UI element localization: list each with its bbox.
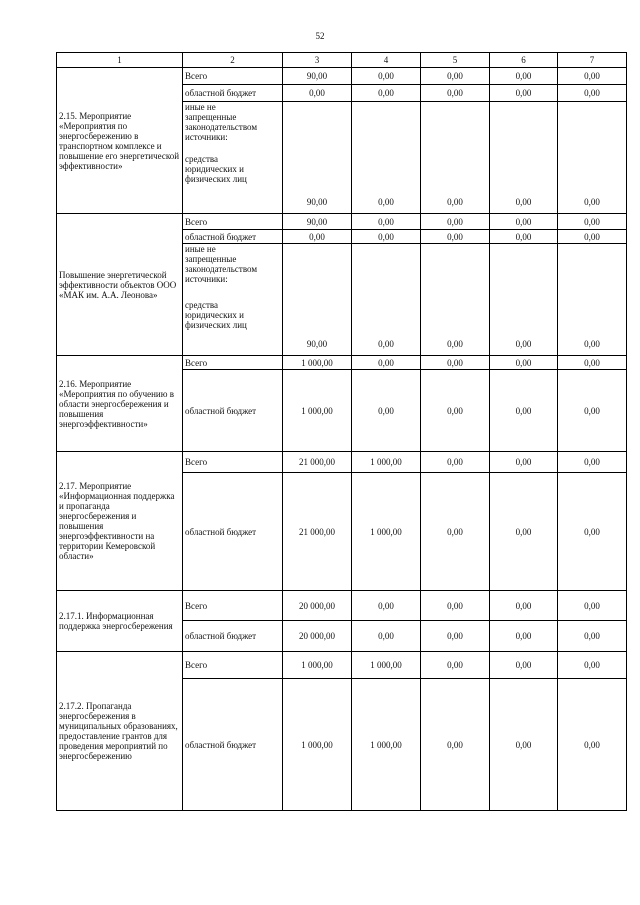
value-cell: 90,00 xyxy=(283,102,352,214)
value-cell: 0,00 xyxy=(352,244,421,356)
legal-persons-label: средства юридических и физических лиц xyxy=(185,300,247,330)
value-cell: 1 000,00 xyxy=(283,370,352,452)
source-cell: областной бюджет xyxy=(183,473,283,591)
value-cell: 1 000,00 xyxy=(352,452,421,473)
value-cell: 0,00 xyxy=(558,591,627,621)
col-header: 1 xyxy=(57,53,183,68)
legal-persons-label: средства юридических и физических лиц xyxy=(185,154,247,184)
activity-cell: 2.15. Мероприятие «Мероприятия по энергосбережению в транспортном комплексе и повышение его энергетической эффективности» xyxy=(57,68,183,214)
value-cell: 0,00 xyxy=(421,244,490,356)
value-cell: 0,00 xyxy=(490,244,558,356)
value-cell: 0,00 xyxy=(490,356,558,370)
source-cell: областной бюджет xyxy=(183,230,283,244)
value-cell: 1 000,00 xyxy=(352,679,421,811)
source-cell: областной бюджет xyxy=(183,679,283,811)
header-row xyxy=(57,53,627,68)
col-header: 2 xyxy=(183,53,283,68)
other-sources-label: иные не запрещенные законодательством источники: xyxy=(185,102,258,142)
value-cell: 0,00 xyxy=(352,68,421,85)
value-cell: 0,00 xyxy=(421,452,490,473)
value-cell: 21 000,00 xyxy=(283,473,352,591)
value-cell: 0,00 xyxy=(490,473,558,591)
source-cell: Всего xyxy=(183,214,283,230)
value-cell: 90,00 xyxy=(283,68,352,85)
value-cell: 0,00 xyxy=(283,230,352,244)
value-cell: 0,00 xyxy=(352,230,421,244)
funding-table xyxy=(56,52,627,811)
value-cell: 0,00 xyxy=(490,102,558,214)
activity-cell: Повышение энергетической эффективности объектов ООО «МАК им. А.А. Леонова» xyxy=(57,214,183,356)
source-cell: Всего xyxy=(183,68,283,85)
value-cell: 0,00 xyxy=(558,230,627,244)
value-cell: 20 000,00 xyxy=(283,621,352,652)
source-cell: Всего xyxy=(183,356,283,370)
value-cell: 0,00 xyxy=(558,452,627,473)
source-cell: Всего xyxy=(183,452,283,473)
value-cell: 0,00 xyxy=(558,356,627,370)
col-header: 3 xyxy=(283,53,352,68)
source-cell xyxy=(183,102,283,214)
source-cell: Всего xyxy=(183,652,283,679)
value-cell: 0,00 xyxy=(490,85,558,102)
value-cell: 0,00 xyxy=(421,591,490,621)
value-cell: 90,00 xyxy=(283,244,352,356)
value-cell: 20 000,00 xyxy=(283,591,352,621)
value-cell: 0,00 xyxy=(558,244,627,356)
value-cell: 0,00 xyxy=(421,102,490,214)
value-cell: 0,00 xyxy=(490,370,558,452)
value-cell: 0,00 xyxy=(283,85,352,102)
value-cell: 0,00 xyxy=(558,473,627,591)
value-cell: 0,00 xyxy=(421,85,490,102)
activity-cell: 2.17. Мероприятие «Информационная поддержка и пропаганда энергосбережения и повышения энергоэффективности на территории Кемеровской области» xyxy=(57,452,183,591)
value-cell: 1 000,00 xyxy=(283,679,352,811)
value-cell: 0,00 xyxy=(558,679,627,811)
value-cell: 0,00 xyxy=(490,591,558,621)
source-cell: Всего xyxy=(183,591,283,621)
value-cell: 0,00 xyxy=(352,356,421,370)
value-cell: 0,00 xyxy=(558,85,627,102)
value-cell: 90,00 xyxy=(283,214,352,230)
value-cell: 0,00 xyxy=(421,68,490,85)
value-cell: 0,00 xyxy=(352,370,421,452)
value-cell: 0,00 xyxy=(421,679,490,811)
value-cell: 0,00 xyxy=(421,652,490,679)
value-cell: 0,00 xyxy=(352,621,421,652)
table-row xyxy=(57,68,627,85)
other-sources-label: иные не запрещенные законодательством источники: xyxy=(185,244,258,284)
value-cell: 0,00 xyxy=(421,214,490,230)
value-cell: 0,00 xyxy=(421,473,490,591)
activity-cell: 2.16. Мероприятие «Мероприятия по обучению в области энергосбережения и повышения энергоэффективности» xyxy=(57,356,183,452)
value-cell: 0,00 xyxy=(421,230,490,244)
value-cell: 1 000,00 xyxy=(283,652,352,679)
value-cell: 0,00 xyxy=(352,214,421,230)
table-row xyxy=(57,591,627,621)
value-cell: 0,00 xyxy=(352,591,421,621)
value-cell: 0,00 xyxy=(490,230,558,244)
value-cell: 0,00 xyxy=(490,68,558,85)
value-cell: 0,00 xyxy=(421,621,490,652)
value-cell: 0,00 xyxy=(352,85,421,102)
page-number: 52 xyxy=(315,31,325,41)
source-cell xyxy=(183,244,283,356)
value-cell: 1 000,00 xyxy=(352,473,421,591)
table-row xyxy=(57,214,627,230)
table-row xyxy=(57,356,627,370)
value-cell: 0,00 xyxy=(421,356,490,370)
value-cell: 0,00 xyxy=(490,652,558,679)
value-cell: 0,00 xyxy=(558,621,627,652)
value-cell: 0,00 xyxy=(490,214,558,230)
col-header: 5 xyxy=(421,53,490,68)
source-cell: областной бюджет xyxy=(183,621,283,652)
value-cell: 0,00 xyxy=(421,370,490,452)
value-cell: 0,00 xyxy=(558,102,627,214)
source-cell: областной бюджет xyxy=(183,370,283,452)
value-cell: 21 000,00 xyxy=(283,452,352,473)
value-cell: 0,00 xyxy=(558,68,627,85)
value-cell: 1 000,00 xyxy=(352,652,421,679)
col-header: 4 xyxy=(352,53,421,68)
table-row xyxy=(57,652,627,679)
value-cell: 0,00 xyxy=(490,621,558,652)
value-cell: 0,00 xyxy=(490,452,558,473)
col-header: 7 xyxy=(558,53,627,68)
value-cell: 0,00 xyxy=(490,679,558,811)
activity-cell: 2.17.2. Пропаганда энергосбережения в муниципальных образованиях, предоставление грантов для проведения мероприятий по энергосбережению xyxy=(57,652,183,811)
value-cell: 0,00 xyxy=(558,370,627,452)
value-cell: 1 000,00 xyxy=(283,356,352,370)
source-cell: областной бюджет xyxy=(183,85,283,102)
value-cell: 0,00 xyxy=(352,102,421,214)
activity-cell: 2.17.1. Информационная поддержка энергосбережения xyxy=(57,591,183,652)
value-cell: 0,00 xyxy=(558,652,627,679)
value-cell: 0,00 xyxy=(558,214,627,230)
col-header: 6 xyxy=(490,53,558,68)
table-row xyxy=(57,452,627,473)
